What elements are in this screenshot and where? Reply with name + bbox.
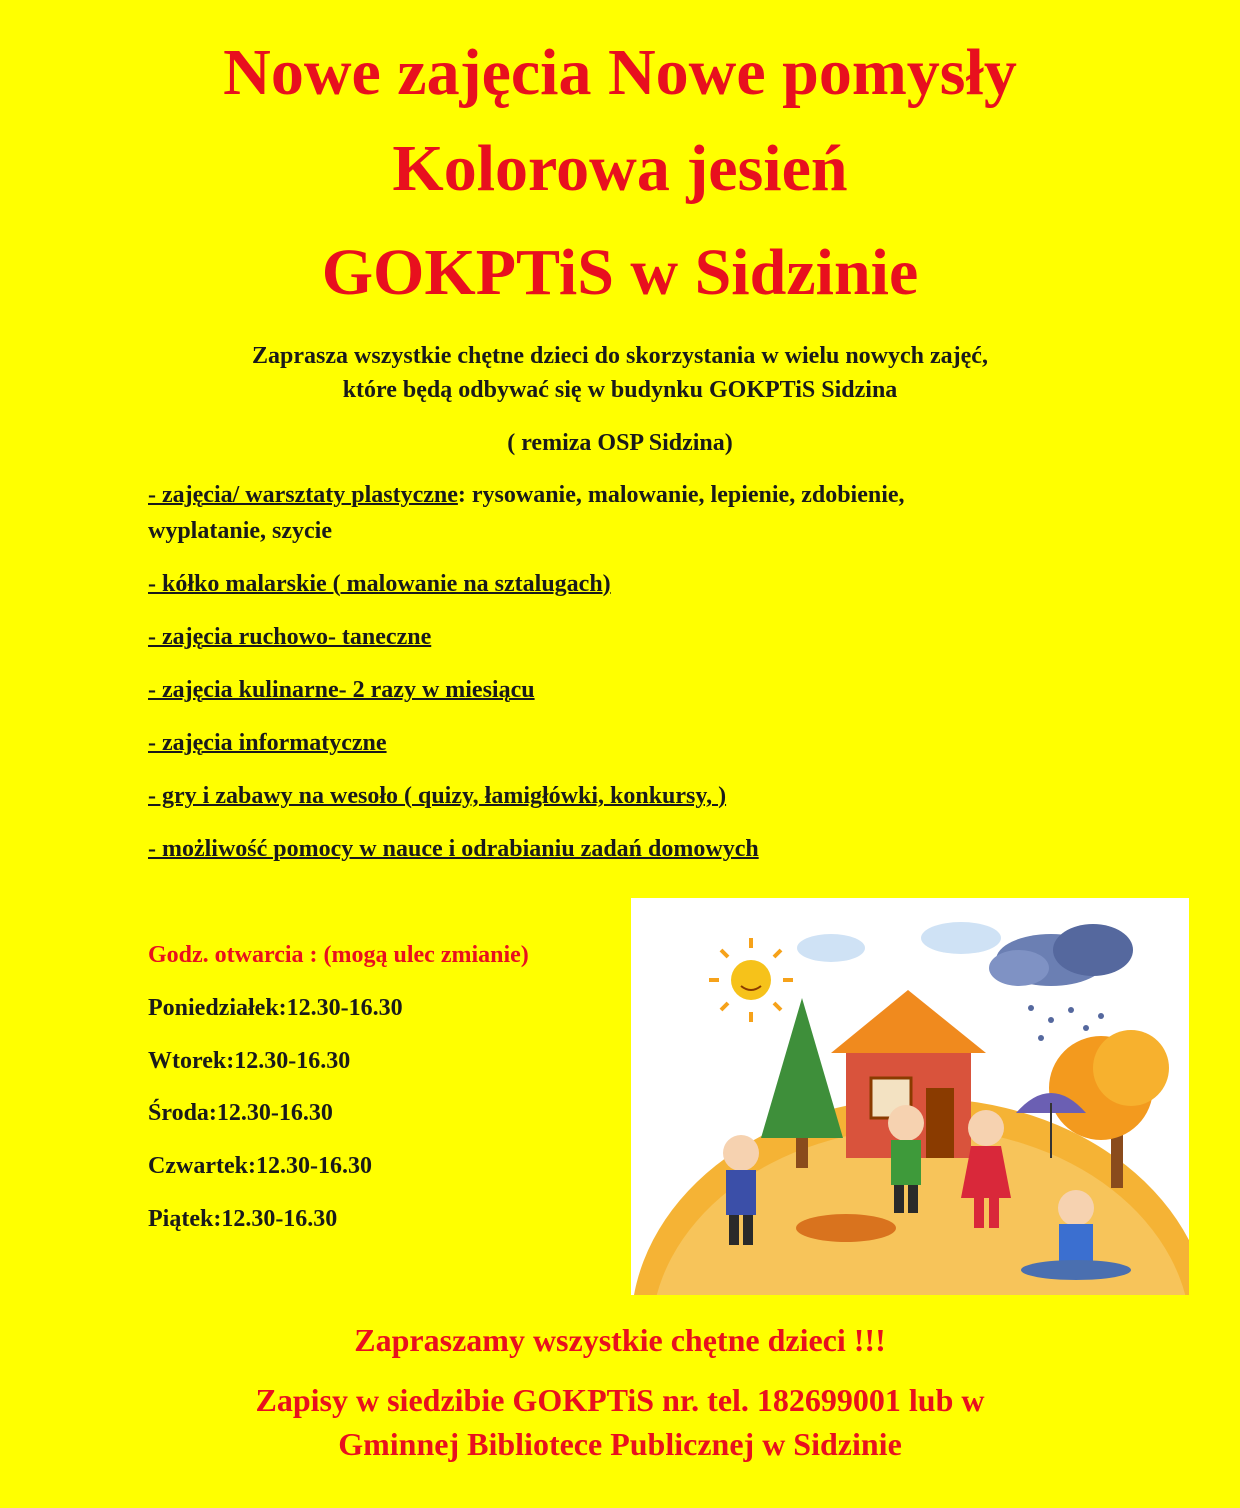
activity-title: - zajęcia/ warsztaty plastyczne <box>148 482 458 508</box>
hours-tuesday: Wtorek:12.30-16.30 <box>148 1048 351 1074</box>
invitation-line: Zapraszamy wszystkie chętne dzieci !!! <box>354 1322 886 1358</box>
hours-thursday: Czwartek:12.30-16.30 <box>148 1153 372 1179</box>
opening-hours-heading: Godz. otwarcia : (mogą ulec zmianie) <box>148 942 529 968</box>
headline-line-1: Nowe zajęcia Nowe pomysły <box>223 36 1017 109</box>
headline-line-2: Kolorowa jesień <box>392 132 848 205</box>
activity-item-art-workshops <box>148 479 905 512</box>
activity-item-games <box>148 780 726 813</box>
activity-item-art-workshops-cont: wyplatanie, szycie <box>148 518 332 544</box>
activity-detail: : rysowanie, malowanie, lepienie, zdobienie, <box>457 482 905 508</box>
activity-title: - kółko malarskie ( malowanie na sztalugach) <box>148 571 611 597</box>
sun-icon <box>709 938 793 1022</box>
activity-item-cooking <box>148 674 535 707</box>
hours-monday: Poniedziałek:12.30-16.30 <box>148 995 403 1021</box>
intro-line-2: które będą odbywać się w budynku GOKPTiS Sidzina <box>342 377 898 403</box>
activity-item-dance <box>148 621 431 654</box>
activity-item-painting <box>148 568 611 601</box>
registration-line-2: Gminnej Bibliotece Publicznej w Sidzinie <box>338 1426 902 1462</box>
autumn-scene-image <box>631 898 1189 1295</box>
registration-line-1: Zapisy w siedzibie GOKPTiS nr. tel. 182699001 lub w <box>255 1382 985 1418</box>
activity-item-homework-help <box>148 833 759 866</box>
activity-title: - gry i zabawy na wesoło ( quizy, łamigłówki, konkursy, ) <box>148 783 727 809</box>
hours-friday: Piątek:12.30-16.30 <box>148 1206 338 1232</box>
activity-title: - zajęcia informatyczne <box>148 730 387 756</box>
headline-line-3: GOKPTiS w Sidzinie <box>321 236 919 309</box>
intro-line-1: Zaprasza wszystkie chętne dzieci do skorzystania w wielu nowych zajęć, <box>252 343 988 369</box>
activity-title: - zajęcia kulinarne- 2 razy w miesiącu <box>148 677 535 703</box>
intro-location: ( remiza OSP Sidzina) <box>507 430 733 456</box>
activity-title: - zajęcia ruchowo- taneczne <box>148 624 432 650</box>
child-figure-4 <box>1058 1190 1094 1262</box>
rain-cloud-icon <box>989 924 1133 1041</box>
activity-item-computers <box>148 727 387 760</box>
autumn-kids-illustration <box>631 898 1189 1295</box>
activity-title: - możliwość pomocy w nauce i odrabianiu zadań domowych <box>148 836 759 862</box>
cloud-icon <box>797 922 1001 962</box>
hours-wednesday: Środa:12.30-16.30 <box>148 1100 333 1126</box>
